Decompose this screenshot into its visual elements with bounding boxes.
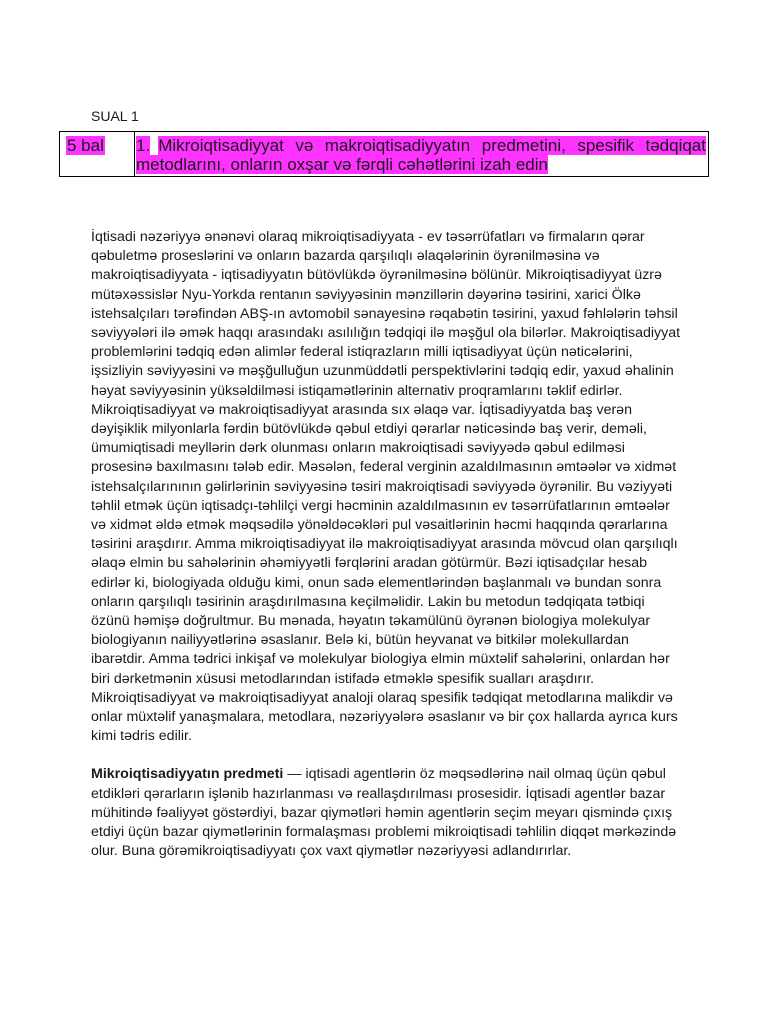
answer-paragraph: İqtisadi nəzəriyyə ənənəvi olaraq mikroiqtisadiyyata - ev təsərrüfatları və firmaların qərar qəbuletmə proseslərini və onların bazarda qarşılıqlı əlaqələrinin öyrənilməsinə və makroiqtisadiyyata - iqtisadiyyatın bütövlükdə öyrənilməsinə bölünür. Mikroiqtisadiyyat üzrə mütəxəssislər Nyu-Yorkda rentanın səviyyəsinin mənzillərin dəyərinə təsirini, xarici Ölkə istehsalçıları tərəfindən ABŞ-ın avtomobil sənayesinə rəqabətin təsirini, yaxud fəhlələrin təhsil səviyyələri ilə əmək haqqı arasındakı asılılığın tədqiqi ilə məşğul ola bilərlər. Makroiqtisadiyyat problemlərini tədqiq edən alimlər federal istiqrazların milli iqtisadiyyat üçün nəticələrini, işsizliyin səviyyəsini və məşğulluğun uzunmüddətli perspektivlərini tədqiq edir, yaxud əhalinin həyat səviyyəsinin yüksəldilməsi istiqamətlərinin alternativ proqramlarını təklif edirlər. Mikroiqtisadiyyat və makroiqtisadiyyat arasında sıx əlaqə var. İqtisadiyyatda baş verən dəyişiklik milyonlarla fərdin bütövlükdə qəbul etdiyi qərarlar nəticəsində baş verir, deməli, ümumiqtisadi meyllərin dərk olunması onların makroiqtisadi səviyyədə qəbul edilməsi prosesinə baxılmasını tələb edir. Məsələn, federal verginin azaldılmasının əmtəələr və xidmət istehsalçılarınının gəlirlərinin səviyyəsinə təsiri makroiqtisadi səviyyədə öyrənilir. Bu vəziyyəti təhlil etmək üçün iqtisadçı-təhlilçi vergi həcminin azaldılmasının ev təsərrüfatlarının əmtəələr və xidmət əldə etmək məqsədilə yönəldəcəkləri pul vəsaitlərinin həcmi haqqında qərarlarına təsirini araşdırır. Amma mikroiqtisadiyyat ilə makroiqtisadiyyat arasında mövcud olan qarşılıqlı əlaqə elmin bu sahələrinin əhəmiyyətli fərqlərini aradan götürmür. Bəzi iqtisadçılar hesab edirlər ki, biologiyada olduğu kimi, onun sadə elementlərindən başlanmalı və bundan sonra onların qarşılıqlı təsirinin araşdırılmasına keçilməlidir. Lakin bu metodun tədqiqata tətbiqi özünü həmişə doğrultmur. Bu mənada, həyatın təkamülünü öyrənən biologiya molekulyar biologiyanın nailiyyətlərinə əsaslanır. Belə ki, bütün heyvanat və bitkilər molekullardan ibarətdir. Amma tədrici inkişaf və molekulyar biologiya elmin müxtəlif sahələrini, onlardan hər biri dərketmənin xüsusi metodlarından istifadə etməklə spesifik sualları araşdırır. Mikroiqtisadiyyat və makroiqtisadiyyat analoji olaraq spesifik tədqiqat metodlarına malikdir və onlar müxtəlif yanaşmalara, metodlara, nəzəriyyələrə əsaslanır və bir çox hallarda ayrıca kurs kimi tədris edilir. (91, 229, 681, 745)
answer-body (91, 228, 681, 862)
table-divider (134, 132, 135, 176)
question-table (59, 131, 709, 177)
definition-paragraph (91, 765, 681, 861)
question-heading: SUAL 1 (91, 108, 139, 124)
question-text: Mikroiqtisadiyyat və makroiqtisadiyyatın predmetini, spesifik tədqiqat metodlarını, onların oxşar və fərqli cəhətlərini izah edin (136, 136, 706, 174)
definition-term: Mikroiqtisadiyyatın predmeti (91, 766, 284, 783)
definition-text: — iqtisadi agentlərin öz məqsədlərinə nail olmaq üçün qəbul etdikləri qərarların işlənib hazırlanması və reallaşdırılması prosesidir. İqtisadi agentlər bazar mühitində fəaliyyət göstərdiyi, bazar qiymətləri həmin agentlərin seçim meyarı qismində çıxış etdiyi üçün bazar qiymətlərinin formalaşması problemi mikroiqtisadi təhlilin diqqət mərkəzində olur. Buna görəmikroiqtisadiyyatı çox vaxt qiymətlər nəzəriyyəsi adlandırırlar. (91, 766, 677, 860)
score-label: 5 bal (67, 136, 104, 155)
question-text-cell (136, 136, 706, 174)
question-number: 1. (136, 136, 151, 155)
